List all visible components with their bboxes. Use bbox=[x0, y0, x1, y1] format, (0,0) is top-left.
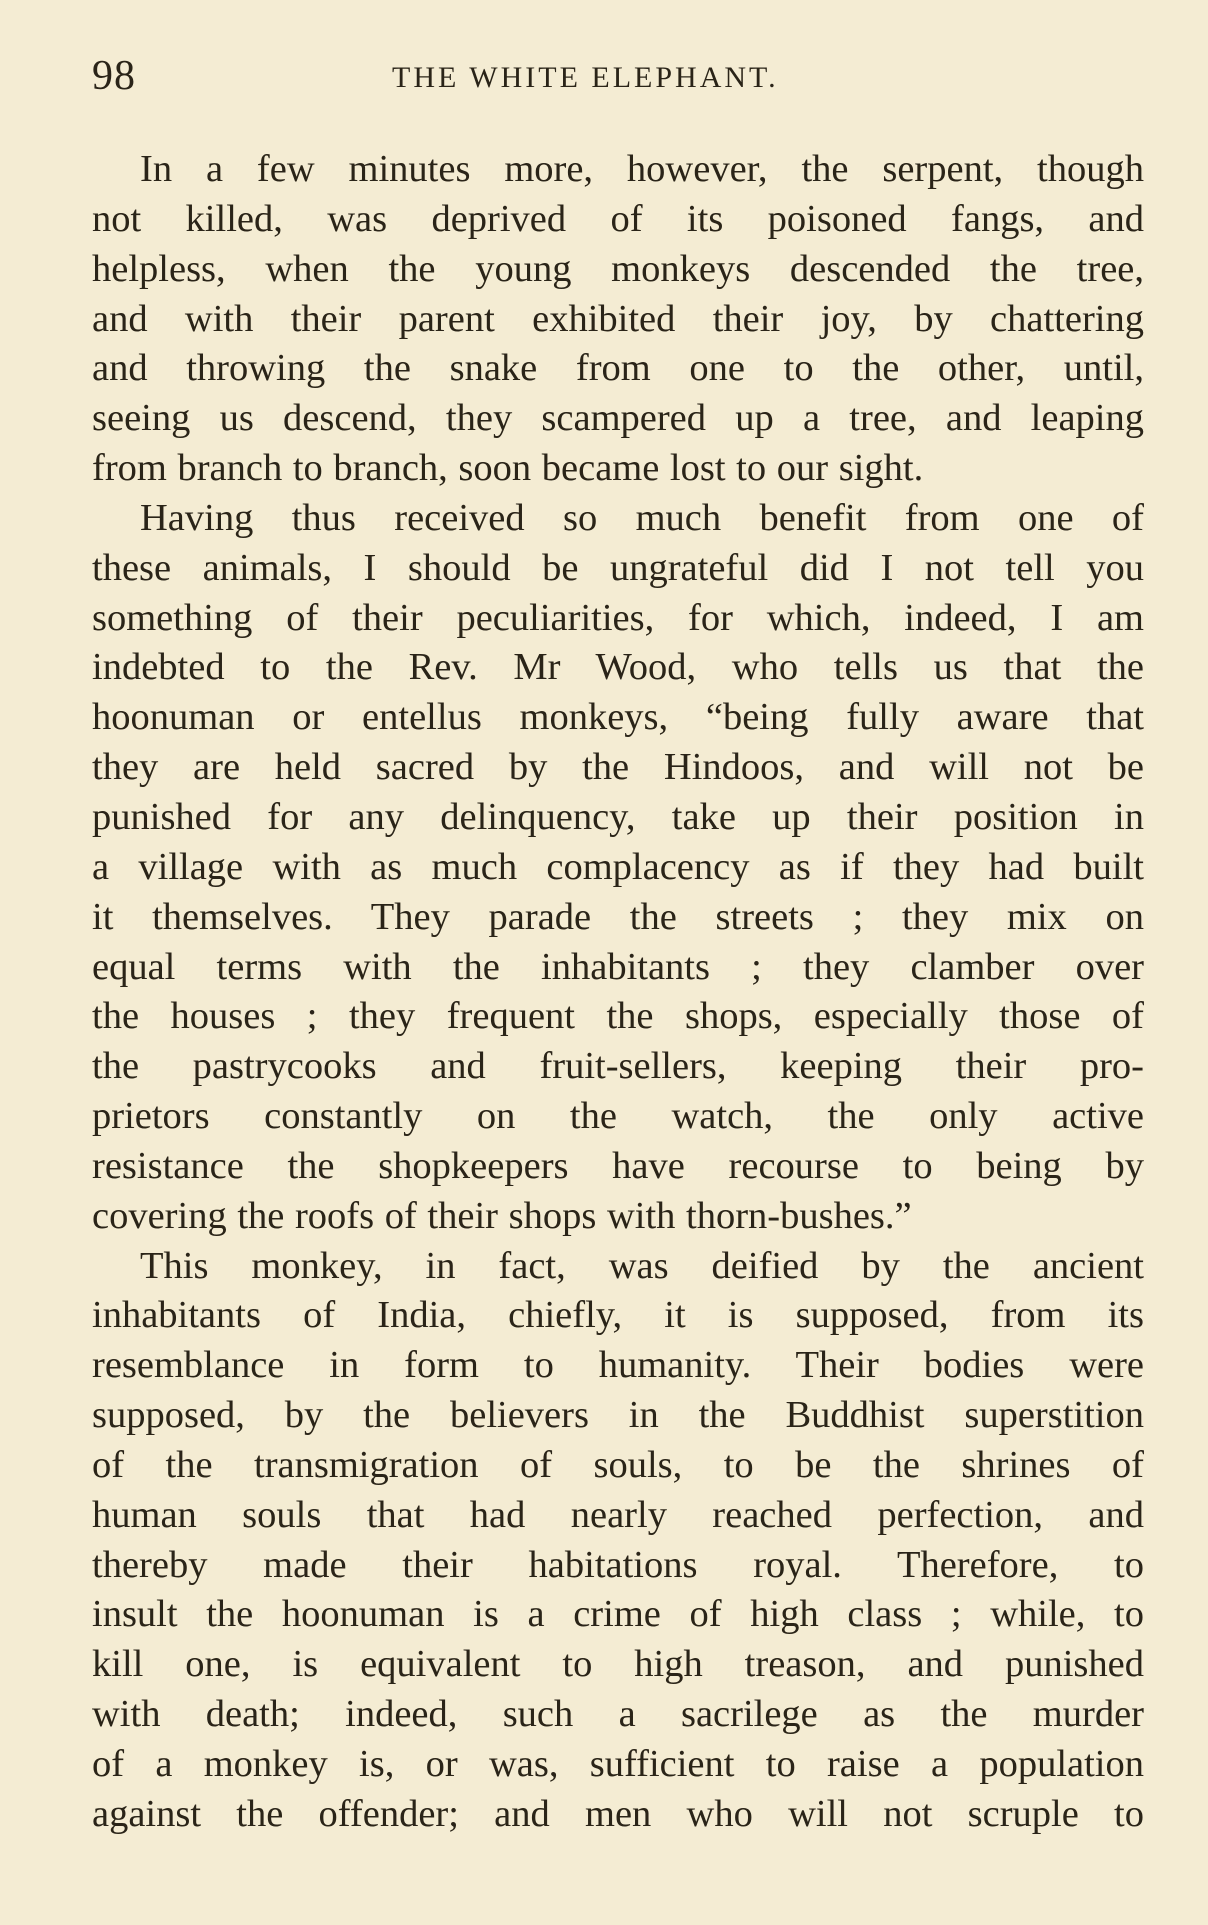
text-line: covering the roofs of their shops with thorn-bushes.” bbox=[92, 1194, 912, 1237]
text-line: resemblance in form to humanity. Their bodies were bbox=[92, 1344, 1144, 1387]
text-line: these animals, I should be ungrateful did I not tell you bbox=[92, 546, 1144, 589]
text-line: a village with as much complacency as if they had built bbox=[92, 845, 1144, 888]
text-line: Having thus received so much benefit from one of bbox=[140, 496, 1144, 539]
text-line: resistance the shopkeepers have recourse to being by bbox=[92, 1144, 1144, 1187]
running-title: THE WHITE ELEPHANT. bbox=[392, 61, 779, 94]
text-line: of the transmigration of souls, to be the shrines of bbox=[92, 1443, 1144, 1486]
text-line: the houses ; they frequent the shops, especially those of bbox=[92, 995, 1144, 1038]
text-line: something of their peculiarities, for which, indeed, I am bbox=[92, 596, 1144, 639]
text-line: it themselves. They parade the streets ; they mix on bbox=[92, 895, 1144, 938]
paragraph-3 bbox=[92, 1242, 1144, 1840]
text-line: hoonuman or entellus monkeys, “being fully aware that bbox=[92, 696, 1144, 739]
text-line: equal terms with the inhabitants ; they clamber over bbox=[92, 945, 1144, 988]
text-line: human souls that had nearly reached perfection, and bbox=[92, 1493, 1144, 1536]
page-header bbox=[92, 52, 1144, 100]
text-line: This monkey, in fact, was deified by the ancient bbox=[140, 1244, 1144, 1287]
text-line: from branch to branch, soon became lost to our sight. bbox=[92, 447, 924, 490]
text-line: and throwing the snake from one to the other, until, bbox=[92, 347, 1144, 390]
text-line: with death; indeed, such a sacrilege as the murder bbox=[92, 1693, 1144, 1736]
text-line: indebted to the Rev. Mr Wood, who tells us that the bbox=[92, 646, 1144, 689]
body-text bbox=[92, 145, 1144, 1840]
text-line: helpless, when the young monkeys descended the tree, bbox=[92, 247, 1144, 290]
paragraph-2 bbox=[92, 494, 1144, 1242]
text-line: insult the hoonuman is a crime of high class ; while, to bbox=[92, 1593, 1144, 1636]
text-line: prietors constantly on the watch, the only active bbox=[92, 1095, 1144, 1138]
text-line: of a monkey is, or was, sufficient to raise a population bbox=[92, 1743, 1144, 1785]
text-line: supposed, by the believers in the Buddhist superstition bbox=[92, 1394, 1144, 1437]
page-number: 98 bbox=[92, 53, 136, 99]
text-line: In a few minutes more, however, the serpent, though bbox=[140, 148, 1144, 190]
text-line: the pastrycooks and fruit-sellers, keeping their pro- bbox=[92, 1045, 1144, 1088]
text-line: they are held sacred by the Hindoos, and will not be bbox=[92, 746, 1144, 789]
paragraph-1 bbox=[92, 145, 1144, 494]
text-line: not killed, was deprived of its poisoned fangs, and bbox=[92, 197, 1144, 240]
text-line: kill one, is equivalent to high treason, and punished bbox=[92, 1643, 1144, 1686]
text-line: against the offender; and men who will not scruple to bbox=[92, 1792, 1144, 1835]
text-line: inhabitants of India, chiefly, it is supposed, from its bbox=[92, 1294, 1144, 1337]
text-line: and with their parent exhibited their joy, by chattering bbox=[92, 297, 1144, 340]
text-line: punished for any delinquency, take up their position in bbox=[92, 795, 1144, 838]
text-line: thereby made their habitations royal. Therefore, to bbox=[92, 1543, 1144, 1586]
text-line: seeing us descend, they scampered up a tree, and leaping bbox=[92, 397, 1144, 440]
